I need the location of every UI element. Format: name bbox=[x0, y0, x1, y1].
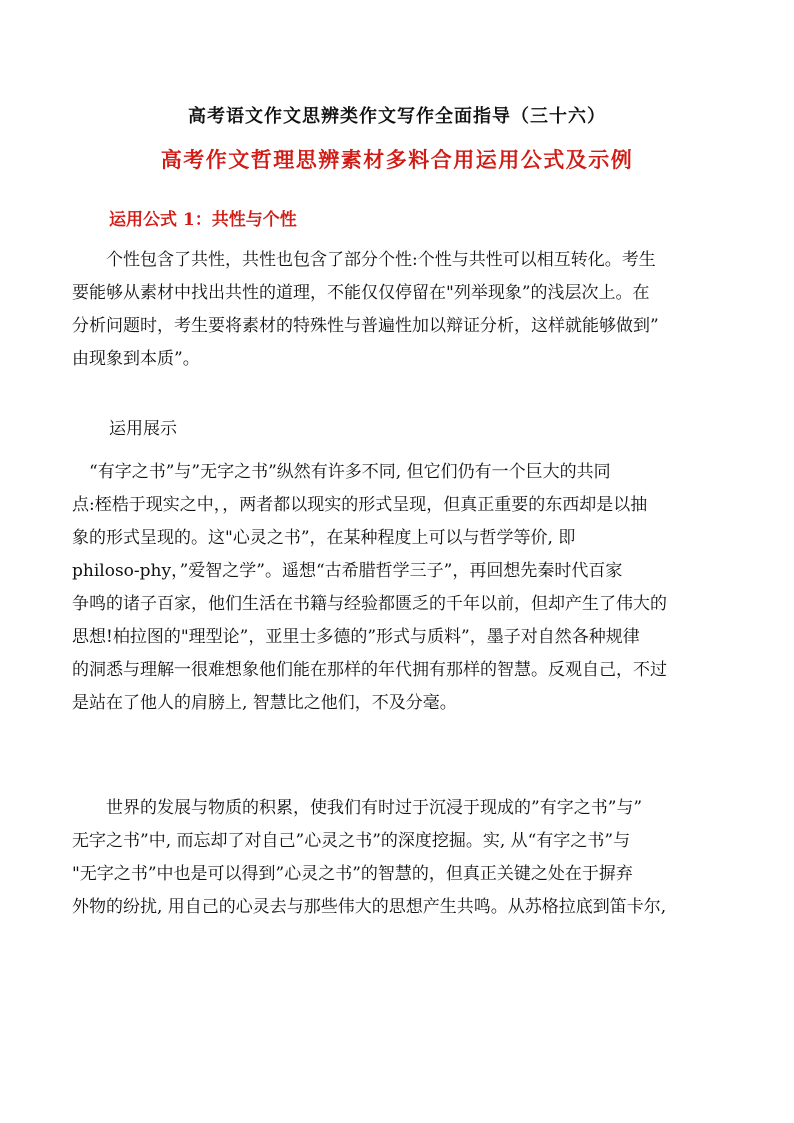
paragraph-line: 点:桎梏于现实之中，，两者都以现实的形式呈现，但真正重要的东西却是以抽 bbox=[72, 495, 648, 515]
section-heading: 运用公式 1：共性与个性 bbox=[109, 210, 297, 230]
paragraph-line: 分析问题时，考生要将素材的特殊性与普遍性加以辩证分析，这样就能够做到” bbox=[72, 316, 659, 336]
paragraph-3 bbox=[72, 792, 742, 924]
document-title: 高考语文作文思辨类作文写作全面指导（三十六） bbox=[188, 106, 606, 127]
paragraph-line: 要能够从素材中找出共性的道理，不能仅仅停留在"列举现象”的浅层次上。在 bbox=[72, 283, 650, 303]
paragraph-line: 的洞悉与理解一很难想象他们能在那样的年代拥有那样的智慧。反观自己，不过 bbox=[72, 660, 667, 680]
paragraph-line: 外物的纷扰, 用自己的心灵去与那些伟大的思想产生共鸣。从苏格拉底到笛卡尔, bbox=[72, 897, 667, 917]
paragraph-line: 无字之书”中, 而忘却了对自己”心灵之书”的深度挖掘。实, 从“有字之书”与 bbox=[72, 831, 631, 851]
paragraph-line: philoso-phy，”爱智之学”。遥想“古希腊哲学三子”，再回想先秦时代百家 bbox=[72, 561, 623, 581]
document-subtitle: 高考作文哲理思辨素材多料合用运用公式及示例 bbox=[160, 147, 634, 172]
paragraph-line: "无字之书”中也是可以得到”心灵之书”的智慧的，但真正关键之处在于摒弃 bbox=[72, 864, 633, 884]
paragraph-line: “有字之书”与”无字之书”纵然有许多不同, 但它们仍有一个巨大的共同 bbox=[72, 462, 611, 482]
paragraph-line: 象的形式呈现的。这"心灵之书”，在某种程度上可以与哲学等价, 即 bbox=[72, 528, 576, 548]
paragraph-line: 世界的发展与物质的积累，使我们有时过于沉浸于现成的”有字之书”与” bbox=[72, 798, 643, 818]
paragraph-line: 是站在了他人的肩膀上, 智慧比之他们，不及分毫。 bbox=[72, 693, 457, 713]
paragraph-line: 思想!柏拉图的"理型论”，亚里士多德的”形式与质料”，墨子对自然各种规律 bbox=[72, 627, 640, 647]
paragraph-2 bbox=[72, 456, 742, 720]
paragraph-line: 争鸣的诸子百家，他们生活在书籍与经验都匮乏的千年以前，但却产生了伟大的 bbox=[72, 594, 667, 614]
paragraph-line: 由现象到本质”。 bbox=[72, 349, 200, 369]
usage-label: 运用展示 bbox=[109, 419, 177, 439]
paragraph-line: 个性包含了共性，共性也包含了部分个性:个性与共性可以相互转化。考生 bbox=[72, 250, 656, 270]
paragraph-1 bbox=[72, 244, 742, 376]
